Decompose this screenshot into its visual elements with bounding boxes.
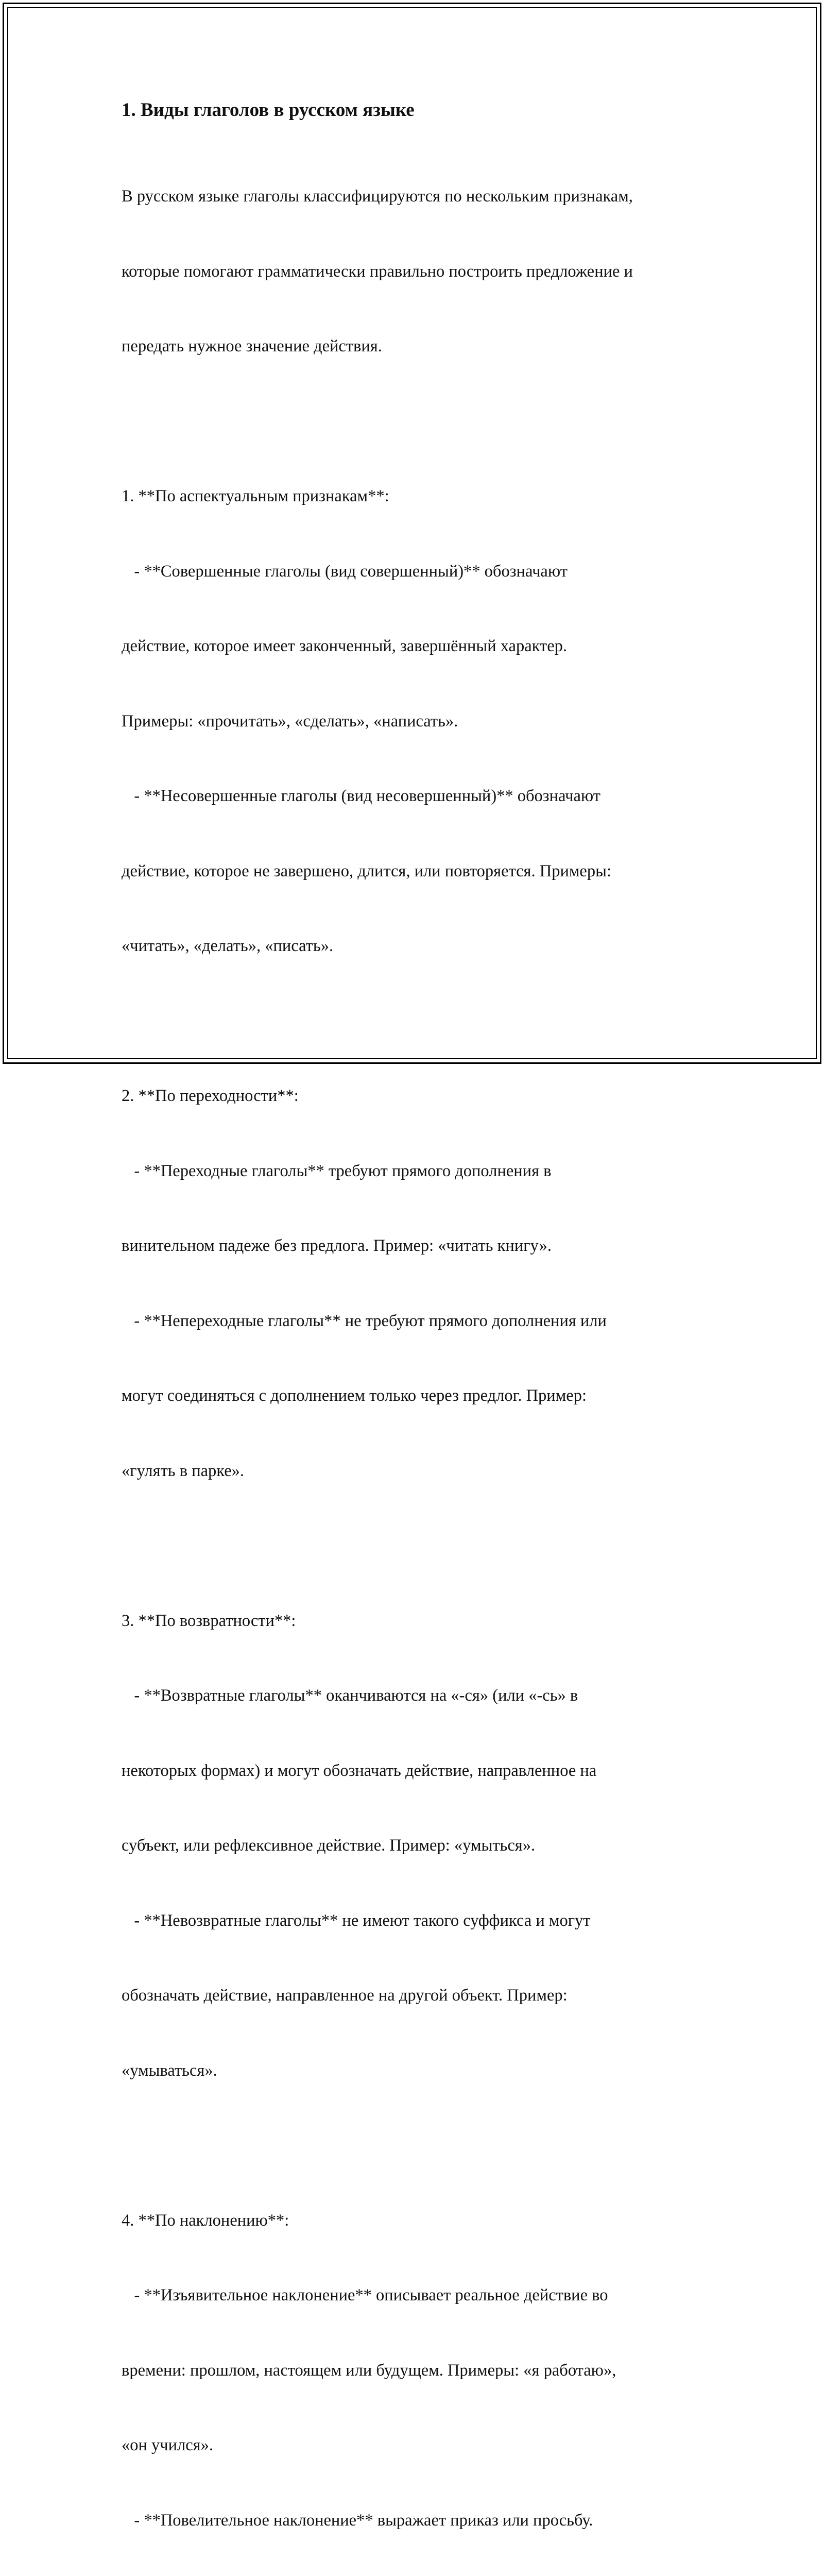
- section-heading: 1. **По аспектуальным признакам**:: [122, 484, 709, 509]
- section-transitivity: [122, 1033, 709, 1533]
- section-heading: 3. **По возвратности**:: [122, 1608, 709, 1634]
- text-line: - **Непереходные глаголы** не требуют прямого дополнения или: [122, 1309, 709, 1334]
- document-title: 1. Виды глаголов в русском языке: [122, 97, 709, 124]
- text-line: времени: прошлом, настоящем или будущем. Примеры: «я работаю»,: [122, 2358, 709, 2383]
- paragraph-spacer: [122, 1009, 709, 1034]
- section-heading: 2. **По переходности**:: [122, 1083, 709, 1109]
- text-line: - **Несовершенные глаголы (вид несовершенный)** обозначают: [122, 784, 709, 809]
- text-line: - **Изъявительное наклонение** описывает реальное действие во: [122, 2283, 709, 2308]
- text-line: «умываться».: [122, 2058, 709, 2083]
- text-line: некоторых формах) и могут обозначать действие, направленное на: [122, 1758, 709, 1784]
- text-line: действие, которое не завершено, длится, или повторяется. Примеры:: [122, 859, 709, 884]
- text-line: которые помогают грамматически правильно построить предложение и: [122, 259, 709, 284]
- section-mood: [122, 2158, 709, 2576]
- text-line: «гулять в парке».: [122, 1459, 709, 1484]
- paragraph-spacer: [122, 409, 709, 434]
- text-line: Примеры: «прочитать», «сделать», «написать».: [122, 709, 709, 734]
- intro-paragraph: [122, 134, 709, 409]
- text-line: В русском языке глаголы классифицируются по нескольким признакам,: [122, 184, 709, 209]
- text-line: обозначать действие, направленное на другой объект. Пример:: [122, 1983, 709, 2008]
- section-heading: 4. **По наклонению**:: [122, 2208, 709, 2233]
- section-aspect: [122, 434, 709, 1009]
- text-line: передать нужное значение действия.: [122, 334, 709, 359]
- text-line: субъект, или рефлексивное действие. Пример: «умыться».: [122, 1833, 709, 1858]
- text-line: - **Возвратные глаголы** оканчиваются на «-ся» (или «-сь» в: [122, 1683, 709, 1708]
- text-line: - **Невозвратные глаголы** не имеют такого суффикса и могут: [122, 1908, 709, 1934]
- text-line: действие, которое имеет законченный, завершённый характер.: [122, 634, 709, 659]
- text-line: «он учился».: [122, 2433, 709, 2458]
- document-body: [122, 97, 709, 2576]
- section-reflexivity: [122, 1558, 709, 2133]
- paragraph-spacer: [122, 2133, 709, 2158]
- text-line: - **Переходные глаголы** требуют прямого дополнения в: [122, 1159, 709, 1184]
- text-line: - **Повелительное наклонение** выражает приказ или просьбу.: [122, 2508, 709, 2533]
- text-line: винительном падеже без предлога. Пример: «читать книгу».: [122, 1233, 709, 1259]
- paragraph-spacer: [122, 1533, 709, 1558]
- text-line: могут соединяться с дополнением только через предлог. Пример:: [122, 1383, 709, 1409]
- text-line: «читать», «делать», «писать».: [122, 934, 709, 959]
- text-line: - **Совершенные глаголы (вид совершенный)** обозначают: [122, 559, 709, 584]
